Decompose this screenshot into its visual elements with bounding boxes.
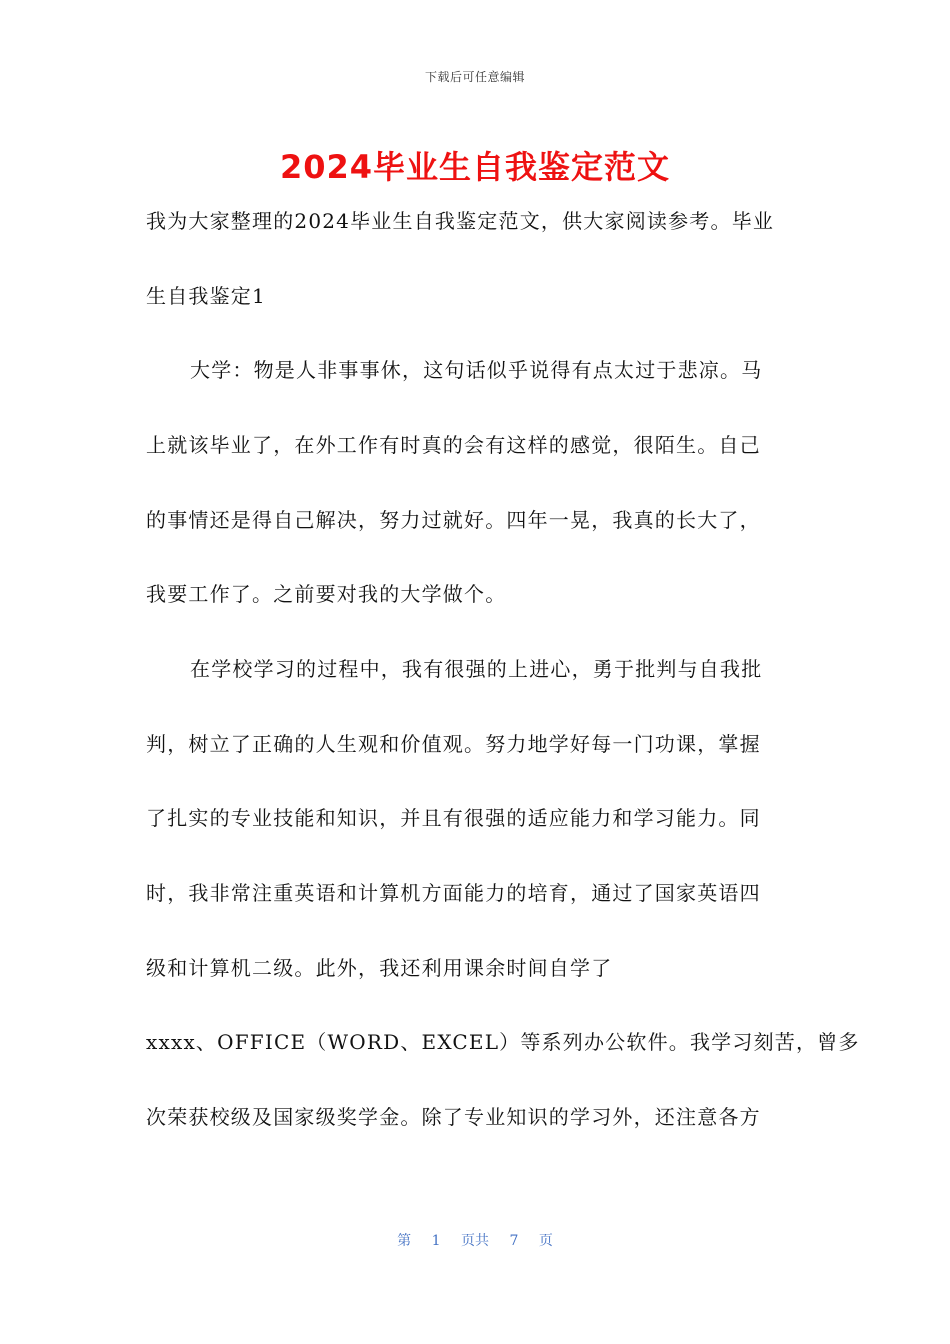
body-line: 生自我鉴定1: [146, 284, 266, 308]
body-line: 时，我非常注重英语和计算机方面能力的培育，通过了国家英语四: [146, 881, 761, 905]
body-line: 级和计算机二级。此外，我还利用课余时间自学了: [146, 956, 613, 980]
body-line: 上就该毕业了，在外工作有时真的会有这样的感觉，很陌生。自己: [146, 433, 761, 457]
footer-page-prefix: 第: [397, 1233, 412, 1249]
body-line: 在学校学习的过程中，我有很强的上进心，勇于批判与自我批: [190, 657, 763, 681]
footer-page-suffix: 页: [538, 1233, 553, 1249]
footer-page-total: 7: [509, 1233, 519, 1249]
footer-page-middle: 页共: [461, 1233, 489, 1249]
body-line: 的事情还是得自己解决，努力过就好。四年一晃，我真的长大了，: [146, 508, 761, 532]
page-footer: [0, 1230, 950, 1250]
footer-page-current: 1: [431, 1233, 441, 1249]
body-line: 判，树立了正确的人生观和价值观。努力地学好每一门功课，掌握: [146, 732, 761, 756]
document-title: 2024毕业生自我鉴定范文: [279, 148, 671, 186]
body-line: 我要工作了。之前要对我的大学做个。: [146, 582, 507, 606]
body-line: xxxx、OFFICE（WORD、EXCEL）等系列办公软件。我学习刻苦，曾多: [146, 1030, 860, 1054]
body-line: 了扎实的专业技能和知识，并且有很强的适应能力和学习能力。同: [146, 806, 761, 830]
body-line: 我为大家整理的2024毕业生自我鉴定范文，供大家阅读参考。毕业: [146, 209, 775, 233]
header-note: 下载后可任意编辑: [424, 70, 525, 84]
body-line: 次荣获校级及国家级奖学金。除了专业知识的学习外，还注意各方: [146, 1105, 761, 1129]
body-line: 大学：物是人非事事休，这句话似乎说得有点太过于悲凉。马: [190, 358, 763, 382]
